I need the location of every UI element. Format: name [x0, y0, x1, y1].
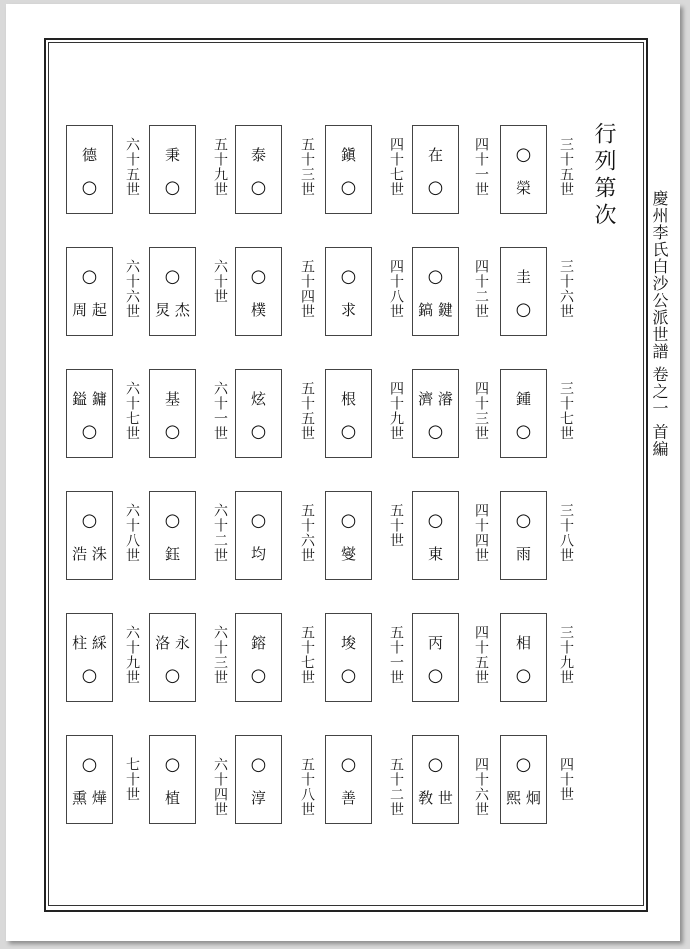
generation-label: 四十三世 — [473, 381, 489, 441]
name-character: 浩 洙 — [72, 545, 107, 563]
name-box — [325, 735, 372, 824]
name-box — [235, 247, 282, 336]
empty-circle-mark: ○ — [164, 510, 181, 531]
empty-circle-mark: ○ — [250, 754, 267, 775]
name-box — [500, 369, 547, 458]
empty-circle-mark: ○ — [340, 266, 357, 287]
empty-circle-mark: ○ — [427, 266, 444, 287]
generation-label: 七十世 — [124, 757, 140, 802]
name-character: 基 — [164, 390, 180, 408]
name-box — [412, 125, 459, 214]
empty-circle-mark: ○ — [250, 177, 267, 198]
empty-circle-mark: ○ — [164, 754, 181, 775]
name-character: 柱 綵 — [72, 634, 107, 652]
name-box — [235, 125, 282, 214]
generation-label: 六十四世 — [212, 757, 228, 817]
generation-label: 三十九世 — [558, 625, 574, 685]
empty-circle-mark: ○ — [81, 665, 98, 686]
name-box — [325, 491, 372, 580]
generation-label: 四十七世 — [388, 137, 404, 197]
name-character: 熙 炯 — [506, 789, 541, 807]
generation-label: 六十六世 — [124, 259, 140, 319]
name-character: 秉 — [164, 146, 180, 164]
empty-circle-mark: ○ — [427, 754, 444, 775]
generation-label: 四十一世 — [473, 137, 489, 197]
empty-circle-mark: ○ — [340, 177, 357, 198]
name-box — [412, 735, 459, 824]
name-character: 鍾 — [515, 390, 531, 408]
empty-circle-mark: ○ — [427, 421, 444, 442]
empty-circle-mark: ○ — [81, 266, 98, 287]
name-character: 鎰 鏞 — [72, 390, 107, 408]
empty-circle-mark: ○ — [427, 510, 444, 531]
name-box — [149, 613, 196, 702]
name-box — [235, 735, 282, 824]
name-character: 善 — [340, 789, 356, 807]
empty-circle-mark: ○ — [340, 754, 357, 775]
empty-circle-mark: ○ — [340, 665, 357, 686]
name-character: 炅 杰 — [155, 301, 190, 319]
generation-label: 六十八世 — [124, 503, 140, 563]
empty-circle-mark: ○ — [250, 510, 267, 531]
empty-circle-mark: ○ — [81, 510, 98, 531]
name-character: 泰 — [250, 146, 266, 164]
generation-label: 三十八世 — [558, 503, 574, 563]
name-box — [66, 369, 113, 458]
empty-circle-mark: ○ — [81, 754, 98, 775]
empty-circle-mark: ○ — [250, 266, 267, 287]
name-box — [500, 125, 547, 214]
generation-label: 四十八世 — [388, 259, 404, 319]
empty-circle-mark: ○ — [250, 665, 267, 686]
empty-circle-mark: ○ — [515, 510, 532, 531]
name-character: 洛 永 — [155, 634, 190, 652]
empty-circle-mark: ○ — [515, 144, 532, 165]
name-character: 鈺 — [164, 545, 180, 563]
name-character: 濟 濬 — [418, 390, 453, 408]
generation-label: 四十五世 — [473, 625, 489, 685]
name-character: 求 — [340, 301, 356, 319]
empty-circle-mark: ○ — [515, 754, 532, 775]
generation-label: 六十五世 — [124, 137, 140, 197]
name-character: 圭 — [515, 268, 531, 286]
name-box — [235, 613, 282, 702]
name-box — [66, 735, 113, 824]
name-box — [412, 491, 459, 580]
name-character: 熏 燁 — [72, 789, 107, 807]
generation-label: 六十一世 — [212, 381, 228, 441]
empty-circle-mark: ○ — [164, 421, 181, 442]
name-character: 丙 — [427, 634, 443, 652]
generation-label: 四十四世 — [473, 503, 489, 563]
name-character: 相 — [515, 634, 531, 652]
empty-circle-mark: ○ — [515, 299, 532, 320]
empty-circle-mark: ○ — [427, 665, 444, 686]
name-box — [66, 491, 113, 580]
generation-label: 五十五世 — [299, 381, 315, 441]
name-character: 敎 世 — [418, 789, 453, 807]
name-box — [66, 613, 113, 702]
name-box — [66, 125, 113, 214]
name-character: 榮 — [515, 179, 531, 197]
name-box — [149, 125, 196, 214]
generation-label: 三十五世 — [558, 137, 574, 197]
name-character: 樸 — [250, 301, 266, 319]
empty-circle-mark: ○ — [164, 266, 181, 287]
generation-label: 五十七世 — [299, 625, 315, 685]
name-box — [500, 247, 547, 336]
name-character: 鎔 — [250, 634, 266, 652]
empty-circle-mark: ○ — [427, 177, 444, 198]
name-box — [412, 247, 459, 336]
name-character: 鎬 鍵 — [418, 301, 453, 319]
name-box — [149, 735, 196, 824]
name-character: 在 — [427, 146, 443, 164]
generation-label: 六十世 — [212, 259, 228, 304]
generation-label: 五十八世 — [299, 757, 315, 817]
name-box — [412, 613, 459, 702]
name-character: 淳 — [250, 789, 266, 807]
name-box — [325, 613, 372, 702]
empty-circle-mark: ○ — [515, 421, 532, 442]
name-box — [325, 247, 372, 336]
name-box — [235, 369, 282, 458]
generation-label: 五十三世 — [299, 137, 315, 197]
empty-circle-mark: ○ — [340, 421, 357, 442]
name-box — [235, 491, 282, 580]
generation-label: 六十七世 — [124, 381, 140, 441]
name-character: 燮 — [340, 545, 356, 563]
book-title: 慶州李氏白沙公派世譜 卷之一 首編 — [650, 190, 669, 458]
name-character: 均 — [250, 545, 266, 563]
name-character: 根 — [340, 390, 356, 408]
name-character: 植 — [164, 789, 180, 807]
name-box — [149, 369, 196, 458]
name-box — [66, 247, 113, 336]
generation-label: 六十三世 — [212, 625, 228, 685]
section-title: 行列第次 — [591, 122, 616, 230]
empty-circle-mark: ○ — [250, 421, 267, 442]
name-box — [500, 613, 547, 702]
name-character: 鎭 — [340, 146, 356, 164]
generation-label: 六十二世 — [212, 503, 228, 563]
name-character: 周 起 — [72, 301, 107, 319]
empty-circle-mark: ○ — [81, 421, 98, 442]
name-character: 雨 — [515, 545, 531, 563]
name-character: 東 — [427, 545, 443, 563]
generation-label: 四十二世 — [473, 259, 489, 319]
name-box — [500, 735, 547, 824]
generation-label: 三十六世 — [558, 259, 574, 319]
empty-circle-mark: ○ — [164, 665, 181, 686]
generation-label: 四十世 — [558, 757, 574, 802]
name-box — [325, 369, 372, 458]
name-character: 埈 — [340, 634, 356, 652]
generation-label: 四十六世 — [473, 757, 489, 817]
generation-label: 五十世 — [388, 503, 404, 548]
name-box — [500, 491, 547, 580]
generation-label: 五十四世 — [299, 259, 315, 319]
generation-label: 三十七世 — [558, 381, 574, 441]
empty-circle-mark: ○ — [515, 665, 532, 686]
generation-label: 五十九世 — [212, 137, 228, 197]
empty-circle-mark: ○ — [164, 177, 181, 198]
generation-label: 六十九世 — [124, 625, 140, 685]
empty-circle-mark: ○ — [340, 510, 357, 531]
name-box — [149, 247, 196, 336]
empty-circle-mark: ○ — [81, 177, 98, 198]
name-character: 德 — [81, 146, 97, 164]
generation-label: 五十六世 — [299, 503, 315, 563]
generation-label: 五十一世 — [388, 625, 404, 685]
generation-label: 五十二世 — [388, 757, 404, 817]
name-box — [412, 369, 459, 458]
generation-label: 四十九世 — [388, 381, 404, 441]
name-box — [325, 125, 372, 214]
name-character: 炫 — [250, 390, 266, 408]
name-box — [149, 491, 196, 580]
